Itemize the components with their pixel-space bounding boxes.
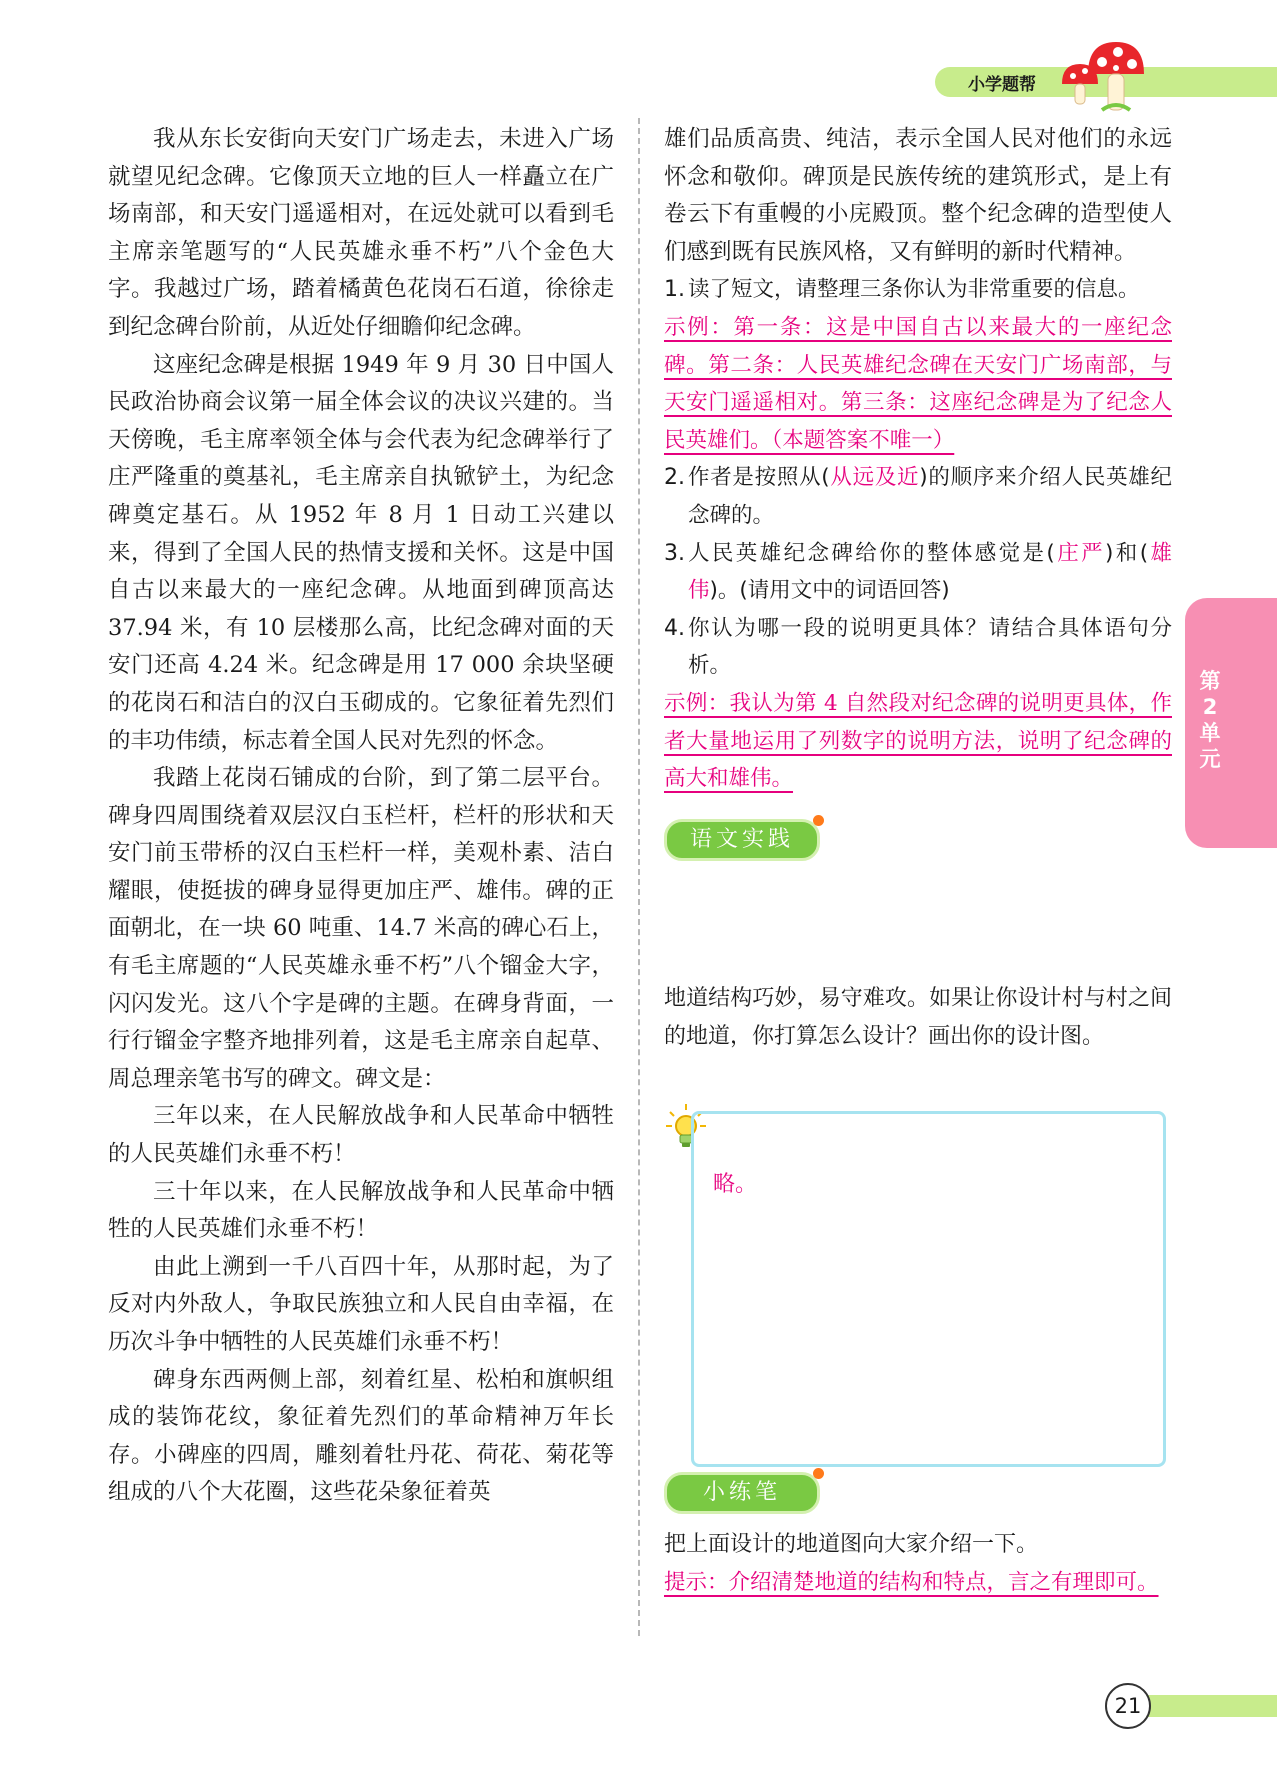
paragraph-2: 这座纪念碑是根据 1949 年 9 月 30 日中国人民政治协商会议第一届全体会议的决议兴建的。当天傍晚，毛主席率领全体与会代表为纪念碑举行了庄严隆重的奠基礼，毛主席亲自执锨铲土，为纪念碑奠定基石。从 1952 年 8 月 1 日动工兴建以来，得到了全国人民的热情支援和关怀。这是中国自古以来最大的一座纪念碑。从地面到碑顶高达 37.94 米，有 10 层楼那么高，比纪念碑对面的天安门还高 4.24 米。纪念碑是用 17 000 余块坚硬的花岗石和洁白的汉白玉砌成的。它象征着先烈们的丰功伟绩，标志着全国人民对先烈的怀念。 — [108, 351, 614, 754]
question-1 — [664, 271, 1172, 309]
writing-prompt: 把上面设计的地道图向大家介绍一下。 — [664, 1532, 1039, 1557]
question-text — [688, 535, 1172, 610]
writing-hint: 提示：介绍清楚地道的结构和特点，言之有理即可。 — [664, 1570, 1159, 1595]
inscription-2: 三十年以来，在人民解放战争和人民革命中牺牲的人民英雄们永垂不朽！ — [108, 1178, 614, 1243]
answer-3b: 雄伟 — [688, 540, 1172, 604]
unit-char: 2 — [1202, 695, 1218, 719]
box-answer: 略。 — [713, 1172, 758, 1197]
question-4 — [664, 610, 1172, 685]
writing-badge: 小练笔 — [664, 1472, 820, 1514]
badge-dot-icon — [813, 815, 824, 826]
inscription-1: 三年以来，在人民解放战争和人民革命中牺牲的人民英雄们永垂不朽！ — [108, 1103, 614, 1168]
question-number: 3. — [664, 540, 685, 566]
unit-char: 单 — [1199, 721, 1221, 745]
column-divider — [638, 118, 640, 1636]
drawing-answer-box — [691, 1111, 1166, 1467]
unit-char: 第 — [1199, 669, 1221, 693]
question-number: 2. — [664, 465, 685, 491]
right-column — [664, 121, 1172, 798]
paragraph-3: 我踏上花岗石铺成的台阶，到了第二层平台。碑身四周围绕着双层汉白玉栏杆，栏杆的形状和天安门前玉带桥的汉白玉栏杆一样，美观朴素、洁白耀眼，使挺拔的碑身显得更加庄严、雄伟。碑的正面朝北，在一块 60 吨重、14.7 米高的碑心石上，有毛主席题的“人民英雄永垂不朽”八个镏金大字，闪闪发光。这八个字是碑的主题。在碑身背面，一行行镏金字整齐地排列着，这是毛主席亲自起草、周总理亲笔书写的碑文。碑文是： — [108, 765, 614, 1092]
question-number: 1. — [664, 277, 685, 303]
question-text-part: )和( — [1105, 540, 1149, 566]
practice-prompt: 地道结构巧妙，易守难攻。如果让你设计村与村之间的地道，你打算怎么设计？画出你的设计图。 — [664, 986, 1172, 1049]
question-text — [688, 459, 1172, 534]
mushroom-icon — [1058, 38, 1148, 118]
paragraph-4: 碑身东西两侧上部，刻着红星、松柏和旗帜组成的装饰花纹，象征着先烈们的革命精神万年长存。小碑座的四周，雕刻着牡丹花、荷花、菊花等组成的八个大花圈，这些花朵象征着英 — [108, 1366, 614, 1506]
practice-badge: 语文实践 — [664, 819, 820, 861]
inscription-3: 由此上溯到一千八百四十年，从那时起，为了反对内外敌人，争取民族独立和人民自由幸福，在历次斗争中牺牲的人民英雄们永垂不朽！ — [108, 1253, 614, 1355]
footer-bar — [1140, 1695, 1277, 1717]
question-text-part: 人民英雄纪念碑给你的整体感觉是( — [688, 540, 1055, 566]
answer-3a: 庄严 — [1054, 540, 1106, 566]
answer-1: 示例：第一条：这是中国自古以来最大的一座纪念碑。第二条：人民英雄纪念碑在天安门广场南部，与天安门遥遥相对。第三条：这座纪念碑是为了纪念人民英雄们。（本题答案不唯一） — [664, 314, 1172, 453]
unit-char: 元 — [1199, 747, 1221, 771]
question-text: 读了短文，请整理三条你认为非常重要的信息。 — [688, 277, 1140, 303]
question-3 — [664, 535, 1172, 610]
left-column — [108, 121, 614, 1512]
question-number: 4. — [664, 615, 685, 641]
unit-label — [1197, 668, 1223, 772]
continuation-paragraph: 雄们品质高贵、纯洁，表示全国人民对他们的永远怀念和敬仰。碑顶是民族传统的建筑形式，是上有卷云下有重幔的小庑殿顶。整个纪念碑的造型使人们感到既有民族风格，又有鲜明的新时代精神。 — [664, 126, 1172, 265]
paragraph-1: 我从东长安街向天安门广场走去，未进入广场就望见纪念碑。它像顶天立地的巨人一样矗立在广场南部，和天安门遥遥相对，在远处就可以看到毛主席亲笔题写的“人民英雄永垂不朽”八个金色大字。我越过广场，踏着橘黄色花岗石石道，徐徐走到纪念碑台阶前，从近处仔细瞻仰纪念碑。 — [108, 126, 614, 340]
brand-title: 小学题帮 — [968, 75, 1036, 95]
answer-2: 从远及近 — [829, 465, 920, 491]
question-text-part: 作者是按照从( — [688, 465, 830, 491]
page-number: 21 — [1105, 1683, 1151, 1729]
question-text: 你认为哪一段的说明更具体？请结合具体语句分析。 — [688, 615, 1172, 679]
badge-dot-icon — [813, 1468, 824, 1479]
question-text-part: )的顺序来介绍人民英雄纪念碑的。 — [688, 465, 1172, 528]
answer-4: 示例：我认为第 4 自然段对纪念碑的说明更具体，作者大量地运用了列数字的说明方法，说明了纪念碑的高大和雄伟。 — [664, 690, 1172, 792]
question-text-part: )。(请用文中的词语回答) — [709, 578, 950, 604]
question-2 — [664, 459, 1172, 534]
